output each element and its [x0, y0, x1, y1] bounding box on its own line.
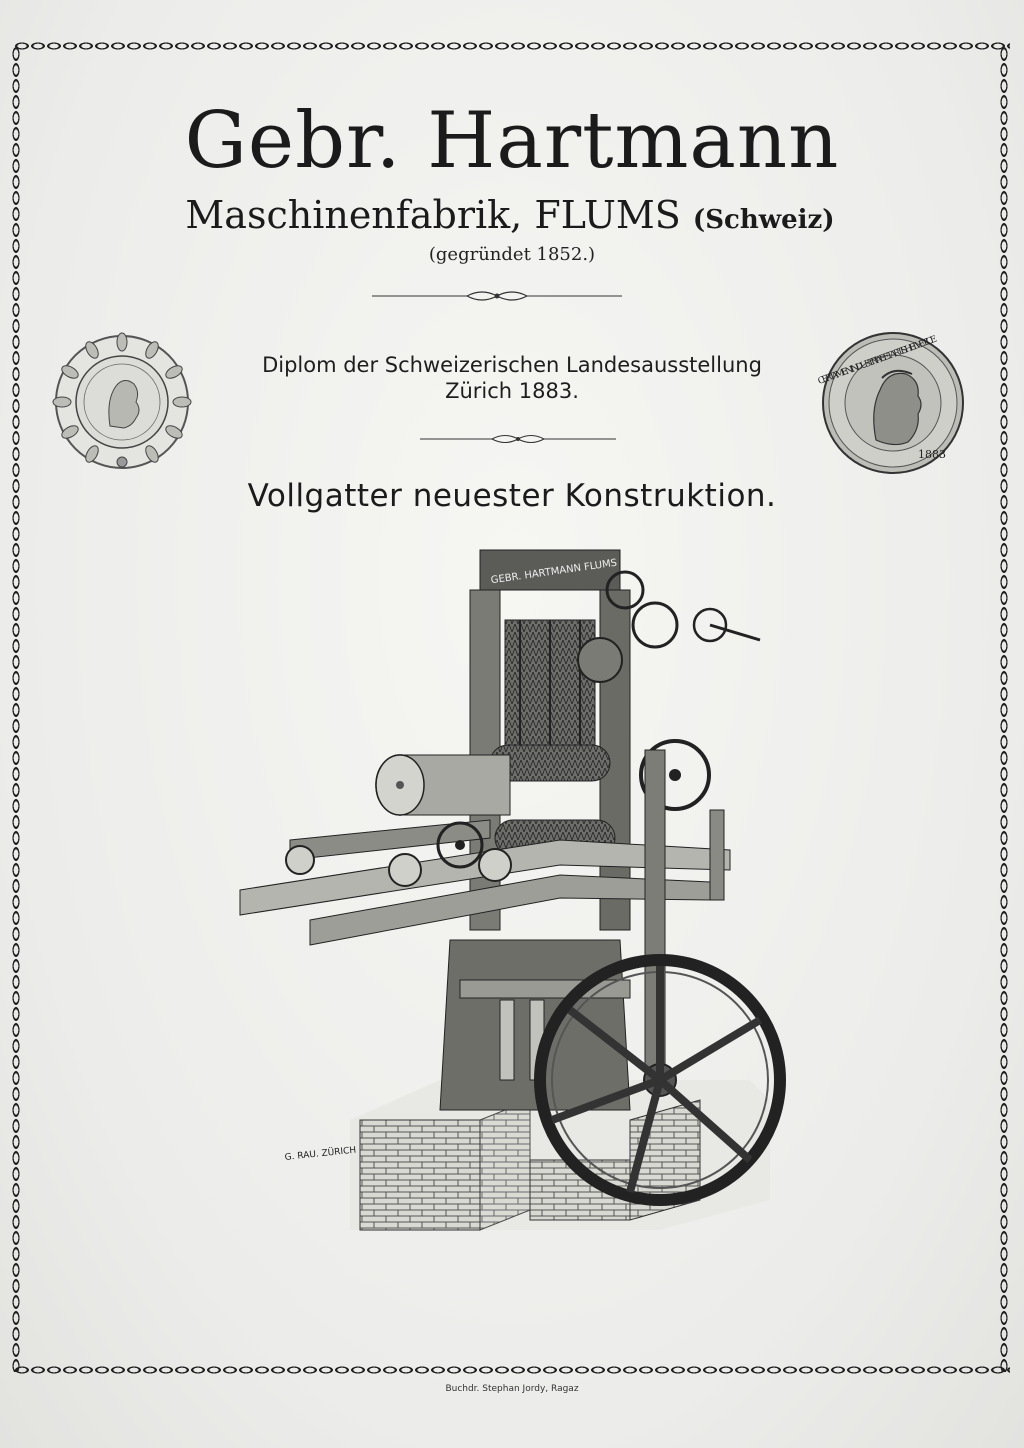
- wreath-medal-icon: [50, 330, 194, 474]
- subtitle-main: Maschinenfabrik, FLUMS: [185, 193, 681, 237]
- subtitle-country: (Schweiz): [692, 205, 835, 235]
- saw-machine-illustration: [230, 520, 790, 1280]
- border-bottom: [14, 1364, 1010, 1376]
- divider-ornament-top: [372, 288, 622, 304]
- machine-nameplate: GEBR. HARTMANN FLUMS: [490, 557, 618, 587]
- company-subtitle: [130, 192, 890, 243]
- border-top: [14, 40, 1010, 52]
- exhibition-medal-icon: [816, 330, 966, 476]
- award-line-1: Diplom der Schweizerischen Landesausstellung: [262, 353, 762, 377]
- engraver-signature: G. RAU. ZÜRICH: [284, 1145, 357, 1163]
- company-title: Gebr. Hartmann: [184, 96, 840, 186]
- medal-right-inscription: CERTAMEN INDUSTRIAE ET ARTIS HELVETICE: [816, 334, 939, 387]
- divider-ornament-bottom: [420, 432, 616, 446]
- award-line-2: Zürich 1883.: [445, 379, 579, 403]
- printer-credit: Buchdr. Stephan Jordy, Ragaz: [445, 1384, 579, 1394]
- founded-note: (gegründet 1852.): [428, 244, 596, 265]
- product-headline: Vollgatter neuester Konstruktion.: [247, 478, 777, 514]
- medal-right-year: 1883: [918, 448, 946, 461]
